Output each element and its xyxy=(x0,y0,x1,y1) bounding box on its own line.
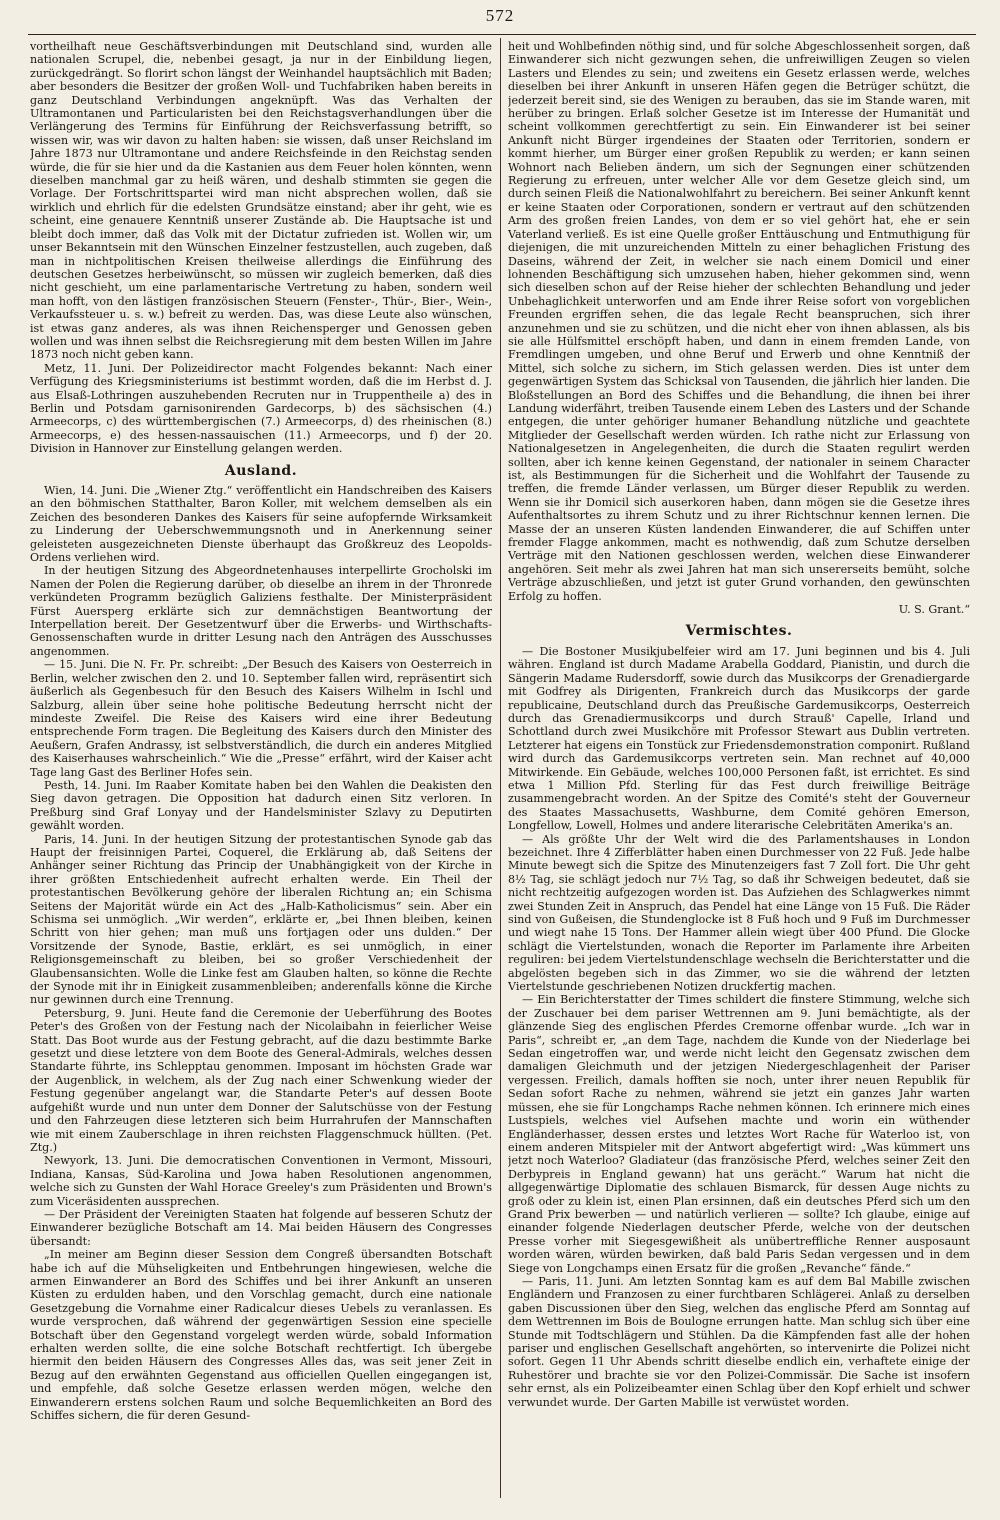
article-times-wettrennen: — Ein Berichterstatter der Times schildert die finstere Stimmung, welche sich der Zuschauer bei dem pariser Wettrennen am 9. Juni bemächtigte, als der glänzende Sieg des englischen Pferdes Cremorne offenbar wurde. „Ich war in Paris“, schreibt er, „an dem Tage, nachdem die Kunde von der Niederlage bei Sedan eingetroffen war, und werde nicht leicht den Gegensatz zwischen dem damaligen Gleichmuth und der jetzigen Niedergeschlagenheit der Pariser vergessen. Freilich, damals hofften sie noch, unter ihrer neuen Republik für Sedan sofort Rache zu nehmen, während sie jetzt ein ganzes Jahr warten müssen, ehe sie für Longchamps Rache nehmen können. Ich erinnere mich eines Lustspiels, welches viel Aufsehen machte und worin ein wüthender Engländerhasser, dessen erstes und letztes Wort Rache für Waterloo ist, von einem anderen Mitspieler mit der Antwort abgefertigt wird: „Was kümmert uns jetzt noch Waterloo? Gladiateur (das französische Pferd, welches seiner Zeit den Derbypreis in England gewann) hat uns gerächt.“ Warum hat nicht die allgegenwärtige Diplomatie des schlauen Bismarck, für dessen Auge nichts zu groß oder zu klein ist, einen Plan ersinnen, daß ein deutsches Pferd sich um den Grand Prix bewerben — und natürlich verlieren — sollte? Ich glaube, einige auf einander folgende Niederlagen deutscher Pferde, welche von der deutschen Presse vorher mit Siegesgewißheit als unübertreffliche Renner ausposaunt worden wären, würden bewirken, daß bald Paris Sedan vergessen und in dem Siege von Longchamps einen Ersatz für die großen „Revanche“ fände.“ xyxy=(508,993,970,1275)
article-paragraph: vortheilhaft neue Geschäftsverbindungen mit Deutschland sind, wurden alle nationalen Scrupel, die, nebenbei gesagt, ja nur in der Einbildung liegen, zurückgedrängt. So florirt schon längst der Weinhandel hauptsächlich mit Baden; aber besonders die Besitzer der großen Woll- und Tuchfabriken haben bereits in ganz Deutschland Verbindungen angeknüpft. Was das Verhalten der Ultramontanen und Particularisten bei den Reichstagsverhandlungen über die Verlängerung des Termins für Einführung der Reichsverfassung betrifft, so wissen wir, was wir davon zu halten haben: sie wissen, daß unser Reichsland im Jahre 1873 nur Ultramontane und andere Reichsfeinde in den Reichstag senden würde, die für sie hier und da die Kastanien aus dem Feuer holen könnten, wenn dieselben manchmal gar zu heiß wären, und deshalb stimmten sie gegen die Vorlage. Der Fortschrittspartei wird man nicht absprechen wollen, daß sie wirklich und ehrlich für die edelsten Grundsätze einstand; aber ihr geht, wie es scheint, eine genauere Kenntniß unserer Zustände ab. Die Hauptsache ist und bleibt doch immer, daß das Volk mit der Dictatur zufrieden ist. Wollen wir, um unser Bekanntsein mit den Wünschen Einzelner festzustellen, auch zugeben, daß man in nichtpolitischen Kreisen theilweise allerdings die Einführung des deutschen Gesetzes herbeiwünscht, so müssen wir zugleich bemerken, daß dies nicht geschieht, um eine parlamentarische Vertretung zu haben, sondern weil man hofft, von den lästigen französischen Steuern (Fenster-, Thür-, Bier-, Wein-, Verkaufssteuer u. s. w.) befreit zu werden. Das, was diese Leute also wünschen, ist etwas ganz anderes, als was ihnen Reichensperger und Genossen geben wollen und was ihnen selbst die Reichsregierung mit dem besten Willen im Jahre 1873 noch nicht geben kann. xyxy=(30,40,492,362)
article-wien: Wien, 14. Juni. Die „Wiener Ztg.“ veröffentlicht ein Handschreiben des Kaisers an den böhmischen Statthalter, Baron Koller, mit welchem demselben als ein Zeichen des besonderen Dankes des Kaisers für seine aufopfernde Wirksamkeit zu Linderung der Ueberschwemmungsnoth und in Anerkennung seiner geleisteten ausgezeichneten Dienste überhaupt das Großkreuz des Leopolds-Ordens verliehen wird. xyxy=(30,484,492,565)
article-pesth: Pesth, 14. Juni. Im Raaber Komitate haben bei den Wahlen die Deakisten den Sieg davon getragen. Die Opposition hat dadurch einen Sitz verloren. In Preßburg sind Graf Lonyay und der Handelsminister Szlavy zu Deputirten gewählt worden. xyxy=(30,778,492,833)
page-number: 572 xyxy=(485,6,515,25)
article-wien-abgeordnetenhaus: In der heutigen Sitzung des Abgeordnetenhauses interpellirte Grocholski im Namen der Polen die Regierung darüber, ob dieselbe an ihrem in der Thronrede verkündeten Programm bezüglich Galiziens festhalte. Der Ministerpräsident Fürst Auersperg erklärte sich zur demnächstigen Beantwortung der Interpellation bereit. Der Gesetzentwurf über die Erwerbs- und Wirthschafts-Genossenschaften wurde in dritter Lesung nach den Anträgen des Ausschusses angenommen. xyxy=(30,564,492,658)
section-heading-vermischtes: Vermischtes. xyxy=(685,623,793,640)
section-heading-ausland: Ausland. xyxy=(224,462,298,479)
article-paris-schlaegerei: — Paris, 11. Juni. Am letzten Sonntag kam es auf dem Bal Mabille zwischen Engländern und Franzosen zu einer furchtbaren Schlägerei. Anlaß zu derselben gaben Discussionen über den Sieg, welchen das englische Pferd am Sonntag auf dem Wettrennen im Bois de Boulogne errungen hatte. Man schlug sich über eine Stunde mit Todtschlägern und Stühlen. Da die Kämpfenden fast alle der hohen pariser und englischen Gesellschaft angehörten, so intervenirte die Polizei nicht sofort. Gegen 11 Uhr Abends schritt dieselbe endlich ein, verhaftete einige der Ruhestörer und brachte sie vor den Polizei-Commissär. Die Sache ist insofern sehr ernst, als ein Polizeibeamter einen Schlag über den Kopf erhielt und schwer verwundet wurde. Der Garten Mabille ist verwüstet worden. xyxy=(508,1274,970,1409)
right-column xyxy=(508,40,970,1490)
article-london-uhr: — Als größte Uhr der Welt wird die des Parlamentshauses in London bezeichnet. Ihre 4 Zifferblätter haben einen Durchmesser von 22 Fuß. Jede halbe Minute bewegt sich die Spitze des Minutenzeigers fast 7 Zoll fort. Die Uhr geht 8½ Tag, sie schlägt jedoch nur 7½ Tag, so daß ihr Schweigen bedeutet, daß sie nicht rechtzeitig aufgezogen worden ist. Das Aufziehen des Schlagwerkes nimmt zwei Stunden Zeit in Anspruch, das Pendel hat eine Länge von 15 Fuß. Die Räder sind von Gußeisen, die Stundenglocke ist 8 Fuß hoch und 9 Fuß im Durchmesser und wiegt nahe 15 Tons. Der Hammer allein wiegt über 400 Pfund. Die Glocke schlägt die Viertelstunden, wonach die Reporter im Parlamente ihre Arbeiten reguliren: bei jedem Viertelstundenschlage wechseln die Berichterstatter und die abgelösten begeben sich in das Zimmer, wo sie die während der letzten Viertelstunde geschriebenen Notizen druckfertig machen. xyxy=(508,832,970,994)
article-wien-kaiserbesuch: — 15. Juni. Die N. Fr. Pr. schreibt: „Der Besuch des Kaisers von Oesterreich in Berlin, welcher zwischen den 2. und 10. September fallen wird, repräsentirt sich äußerlich als Gegenbesuch für den Besuch des Kaisers Wilhelm in Ischl und Salzburg, allein über seine hohe politische Bedeutung herrscht nicht der mindeste Zweifel. Die Reise des Kaisers wird eine ihrer Bedeutung entsprechende Form tragen. Die Begleitung des Kaisers durch den Minister des Aeußern, Grafen Andrassy, ist selbstverständlich, die durch ein anderes Mitglied des Kaiserhauses wahrscheinlich.“ Wie die „Presse“ erfährt, wird der Kaiser acht Tage lang Gast des Berliner Hofes sein. xyxy=(30,658,492,779)
article-petersburg: Petersburg, 9. Juni. Heute fand die Ceremonie der Ueberführung des Bootes Peter's des Großen von der Festung nach der Nicolaibahn in feierlicher Weise Statt. Das Boot wurde aus der Festung gebracht, auf die dazu bestimmte Barke gesetzt und diese letztere von dem Boote des General-Admirals, welches dessen Standarte führte, ins Schlepptau genommen. Imposant im höchsten Grade war der Augenblick, in welchem, als der Zug nach einer Schwenkung wieder der Festung gegenüber angelangt war, die Standarte Peter's auf dessen Boote aufgehißt wurde und nun unter dem Donner der Salutschüsse von der Festung und den Fahrzeugen diese letzteren sich beim Hurrahrufen der Mannschaften wie mit einem Zauberschlage in ihren reichsten Flaggenschmuck hüllten. (Pet. Ztg.) xyxy=(30,1006,492,1154)
article-metz: Metz, 11. Juni. Der Polizeidirector macht Folgendes bekannt: Nach einer Verfügung des Kriegsministeriums ist bestimmt worden, daß die im Herbst d. J. aus Elsaß-Lothringen auszuhebenden Recruten nur in Truppentheile a) des in Berlin und Potsdam garnisonirenden Gardecorps, b) des sächsischen (4.) Armeecorps, c) des württembergischen (7.) Armeecorps, d) des rheinischen (8.) Armeecorps, e) des hessen-nassauischen (11.) Armeecorps, und f) der 20. Division in Hannover zur Einstellung gelangen werden. xyxy=(30,361,492,456)
header-rule xyxy=(28,34,976,35)
article-president-message: „In meiner am Beginn dieser Session dem Congreß übersandten Botschaft habe ich auf die Mühseligkeiten und Entbehrungen hingewiesen, welche die armen Einwanderer an Bord des Schiffes und bei ihrer Ankunft an unseren Küsten zu erdulden haben, und den Vorschlag gemacht, durch eine nationale Gesetzgebung die Vornahme einer Radicalcur dieses Uebels zu veranlassen. Es wurde versprochen, daß während der gegenwärtigen Session eine specielle Botschaft über den Gegenstand vorgelegt werden würde, sobald Information erhalten werden sollte, die eine solche Botschaft rechtfertigt. Ich übergebe hiermit den beiden Häusern des Congresses Alles das, was seit jener Zeit in Bezug auf den erwähnten Gegenstand aus officiellen Quellen eingegangen ist, und empfehle, daß solche Gesetze erlassen werden mögen, welche den Einwanderern erstens solchen Raum und solche Bequemlichkeiten an Bord des Schiffes sichern, die für deren Gesund- xyxy=(30,1248,492,1423)
column-divider xyxy=(500,38,501,1498)
signature: U. S. Grant.“ xyxy=(898,603,970,617)
article-president-intro: — Der Präsident der Vereinigten Staaten hat folgende auf besseren Schutz der Einwanderer bezügliche Botschaft am 14. Mai beiden Häusern des Congresses übersandt: xyxy=(30,1207,492,1248)
article-paris-synode: Paris, 14. Juni. In der heutigen Sitzung der protestantischen Synode gab das Haupt der freisinnigen Partei, Coquerel, die Erklärung ab, daß Seitens der Anhänger seiner Richtung das Princip der Unabhängigkeit von der Kirche in ihrer größten Entschiedenheit aufrecht erhalten werde. Ein Theil der protestantischen Bevölkerung gehöre der liberalen Richtung an; ein Schisma Seitens der Majorität würde ein Act des „Halb-Katholicismus“ sein. Aber ein Schisma sei unmöglich. „Wir werden“, erklärte er, „bei Ihnen bleiben, keinen Schritt von hier gehen; man muß uns fortjagen oder uns dulden.“ Der Vorsitzende der Synode, Bastie, erklärt, es sei unmöglich, in einer Religionsgemeinschaft zu bleiben, bei so großer Verschiedenheit der Glaubensansichten. Wolle die Linke fest am Glauben halten, so könne die Rechte der Synode mit ihr in Einigkeit zusammenbleiben; anderenfalls könne die Kirche nur gewinnen durch eine Trennung. xyxy=(30,832,492,1007)
article-president-message-cont: heit und Wohlbefinden nöthig sind, und für solche Abgeschlossenheit sorgen, daß Einwanderer sich nicht gezwungen sehen, die unfreiwilligen Zeugen so vielen Lasters und Elendes zu sein; und zweitens ein Gesetz erlassen werde, welches dieselben bei ihrer Ankunft in unseren Häfen gegen die Betrüger schützt, die jederzeit bereit sind, sie des Wenigen zu berauben, das sie im Stande waren, mit herüber zu bringen. Erlaß solcher Gesetze ist im Interesse der Humanität und scheint vollkommen gerechtfertigt zu sein. Ein Einwanderer ist bei seiner Ankunft nicht Bürger irgendeines der Staaten oder Territorien, sondern er kommt hierher, um Bürger einer großen Republik zu werden; er kann seinen Wohnort nach Belieben ändern, um sich der Segnungen einer schützenden Regierung zu erfreuen, unter welcher Alle vor dem Gesetze gleich sind, um durch seinen Fleiß die Nationalwohlfahrt zu bereichern. Bei seiner Ankunft kennt er keine Staaten oder Corporationen, sondern er vertraut auf den schützenden Arm des großen freien Landes, von dem er so viel gehört hat, ehe er sein Vaterland verließ. Es ist eine Quelle großer Enttäuschung und Entmuthigung für diejenigen, die mit unzureichenden Mitteln zu einer behaglichen Fristung des Daseins, während der Zeit, in welcher sie nach einem Domicil und einer lohnenden Beschäftigung sich umzusehen haben, hieher gekommen sind, wenn sich dieselben schon auf der Reise hieher der schlechten Behandlung und jeder Unbehaglichkeit unterworfen und am Ende ihrer Reise sofort von vorgeblichen Freunden ergriffen sehen, die das legale Recht beanspruchen, sich ihrer anzunehmen und sie zu schützen, und die nicht eher von ihnen ablassen, als bis sie alle Hülfsmittel erschöpft haben, und dann in einem fremden Lande, von Fremdlingen umgeben, und ohne Beruf und Erwerb und ohne Kenntniß der Mittel, sich solche zu sichern, im Stich gelassen werden. Dies ist unter dem gegenwärtigen System das Schicksal von Tausenden, die jährlich hier landen. Die Bloßstellungen an Bord des Schiffes und die Behandlung, die ihnen bei ihrer Landung widerfährt, treiben Tausende einem Leben des Lasters und der Schande entgegen, die unter gehöriger humaner Behandlung nützliche und geachtete Mitglieder der Gesellschaft werden würden. Ich rathe nicht zur Erlassung von Nationalgesetzen in Angelegenheiten, die durch die Staaten regulirt werden sollten, aber ich kenne keinen Gegenstand, der nationaler in seinem Character ist, als Bestimmungen für die Sicherheit und die Wohlfahrt der Tausende zu treffen, die fremde Länder verlassen, um Bürger dieser Republik zu werden. Wenn sie ihr Domicil sich auserkoren haben, dann mögen sie die Gesetze ihres Aufenthaltsortes zu ihrem Schutz und zu ihrer Richtschnur kennen lernen. Die Masse der an unseren Küsten landenden Einwanderer, die auf Schiffen unter fremder Flagge ankommen, macht es nothwendig, daß zum Schutze derselben Verträge mit den Nationen geschlossen werden, welchen diese Einwanderer angehören. Seit mehr als zwei Jahren hat man sich unsererseits bemüht, solche Verträge abzuschließen, und jetzt ist guter Grund vorhanden, den gewünschten Erfolg zu hoffen. xyxy=(508,40,970,603)
left-column xyxy=(30,40,492,1490)
article-newyork: Newyork, 13. Juni. Die democratischen Conventionen in Vermont, Missouri, Indiana, Kansas, Süd-Karolina und Jowa haben Resolutionen angenommen, welche sich zu Gunsten der Wahl Horace Greeley's zum Präsidenten und Brown's zum Viceräsidenten aussprechen. xyxy=(30,1154,492,1208)
article-boston-musikfest: — Die Bostoner Musikjubelfeier wird am 17. Juni beginnen und bis 4. Juli währen. England ist durch Madame Arabella Goddard, Pianistin, und durch die Sängerin Madame Rudersdorff, sowie durch das Musikcorps der Grenadiergarde mit Godfrey als Dirigenten, Frankreich durch das Musikcorps der garde republicaine, Deutschland durch das Preußische Gardemusikcorps, Oesterreich durch das Grenadiermusikcorps und durch Strauß' Capelle, Irland und Schottland durch zwei Musikchöre mit Professor Stewart aus Dublin vertreten. Letzterer hat eigens ein Tonstück zur Friedensdemonstration componirt. Rußland wird durch das Gardemusikcorps vertreten sein. Man rechnet auf 40,000 Mitwirkende. Ein Gebäude, welches 100,000 Personen faßt, ist errichtet. Es sind etwa 1 Million Pfd. Sterling für das Fest durch freiwillige Beiträge zusammengebracht worden. An der Spitze des Comité's steht der Gouverneur des Staates Massachusetts, Washburne, dem Comité gehören Emerson, Longfellow, Lowell, Holmes und andere literarische Celebritäten Amerika's an. xyxy=(508,644,970,833)
